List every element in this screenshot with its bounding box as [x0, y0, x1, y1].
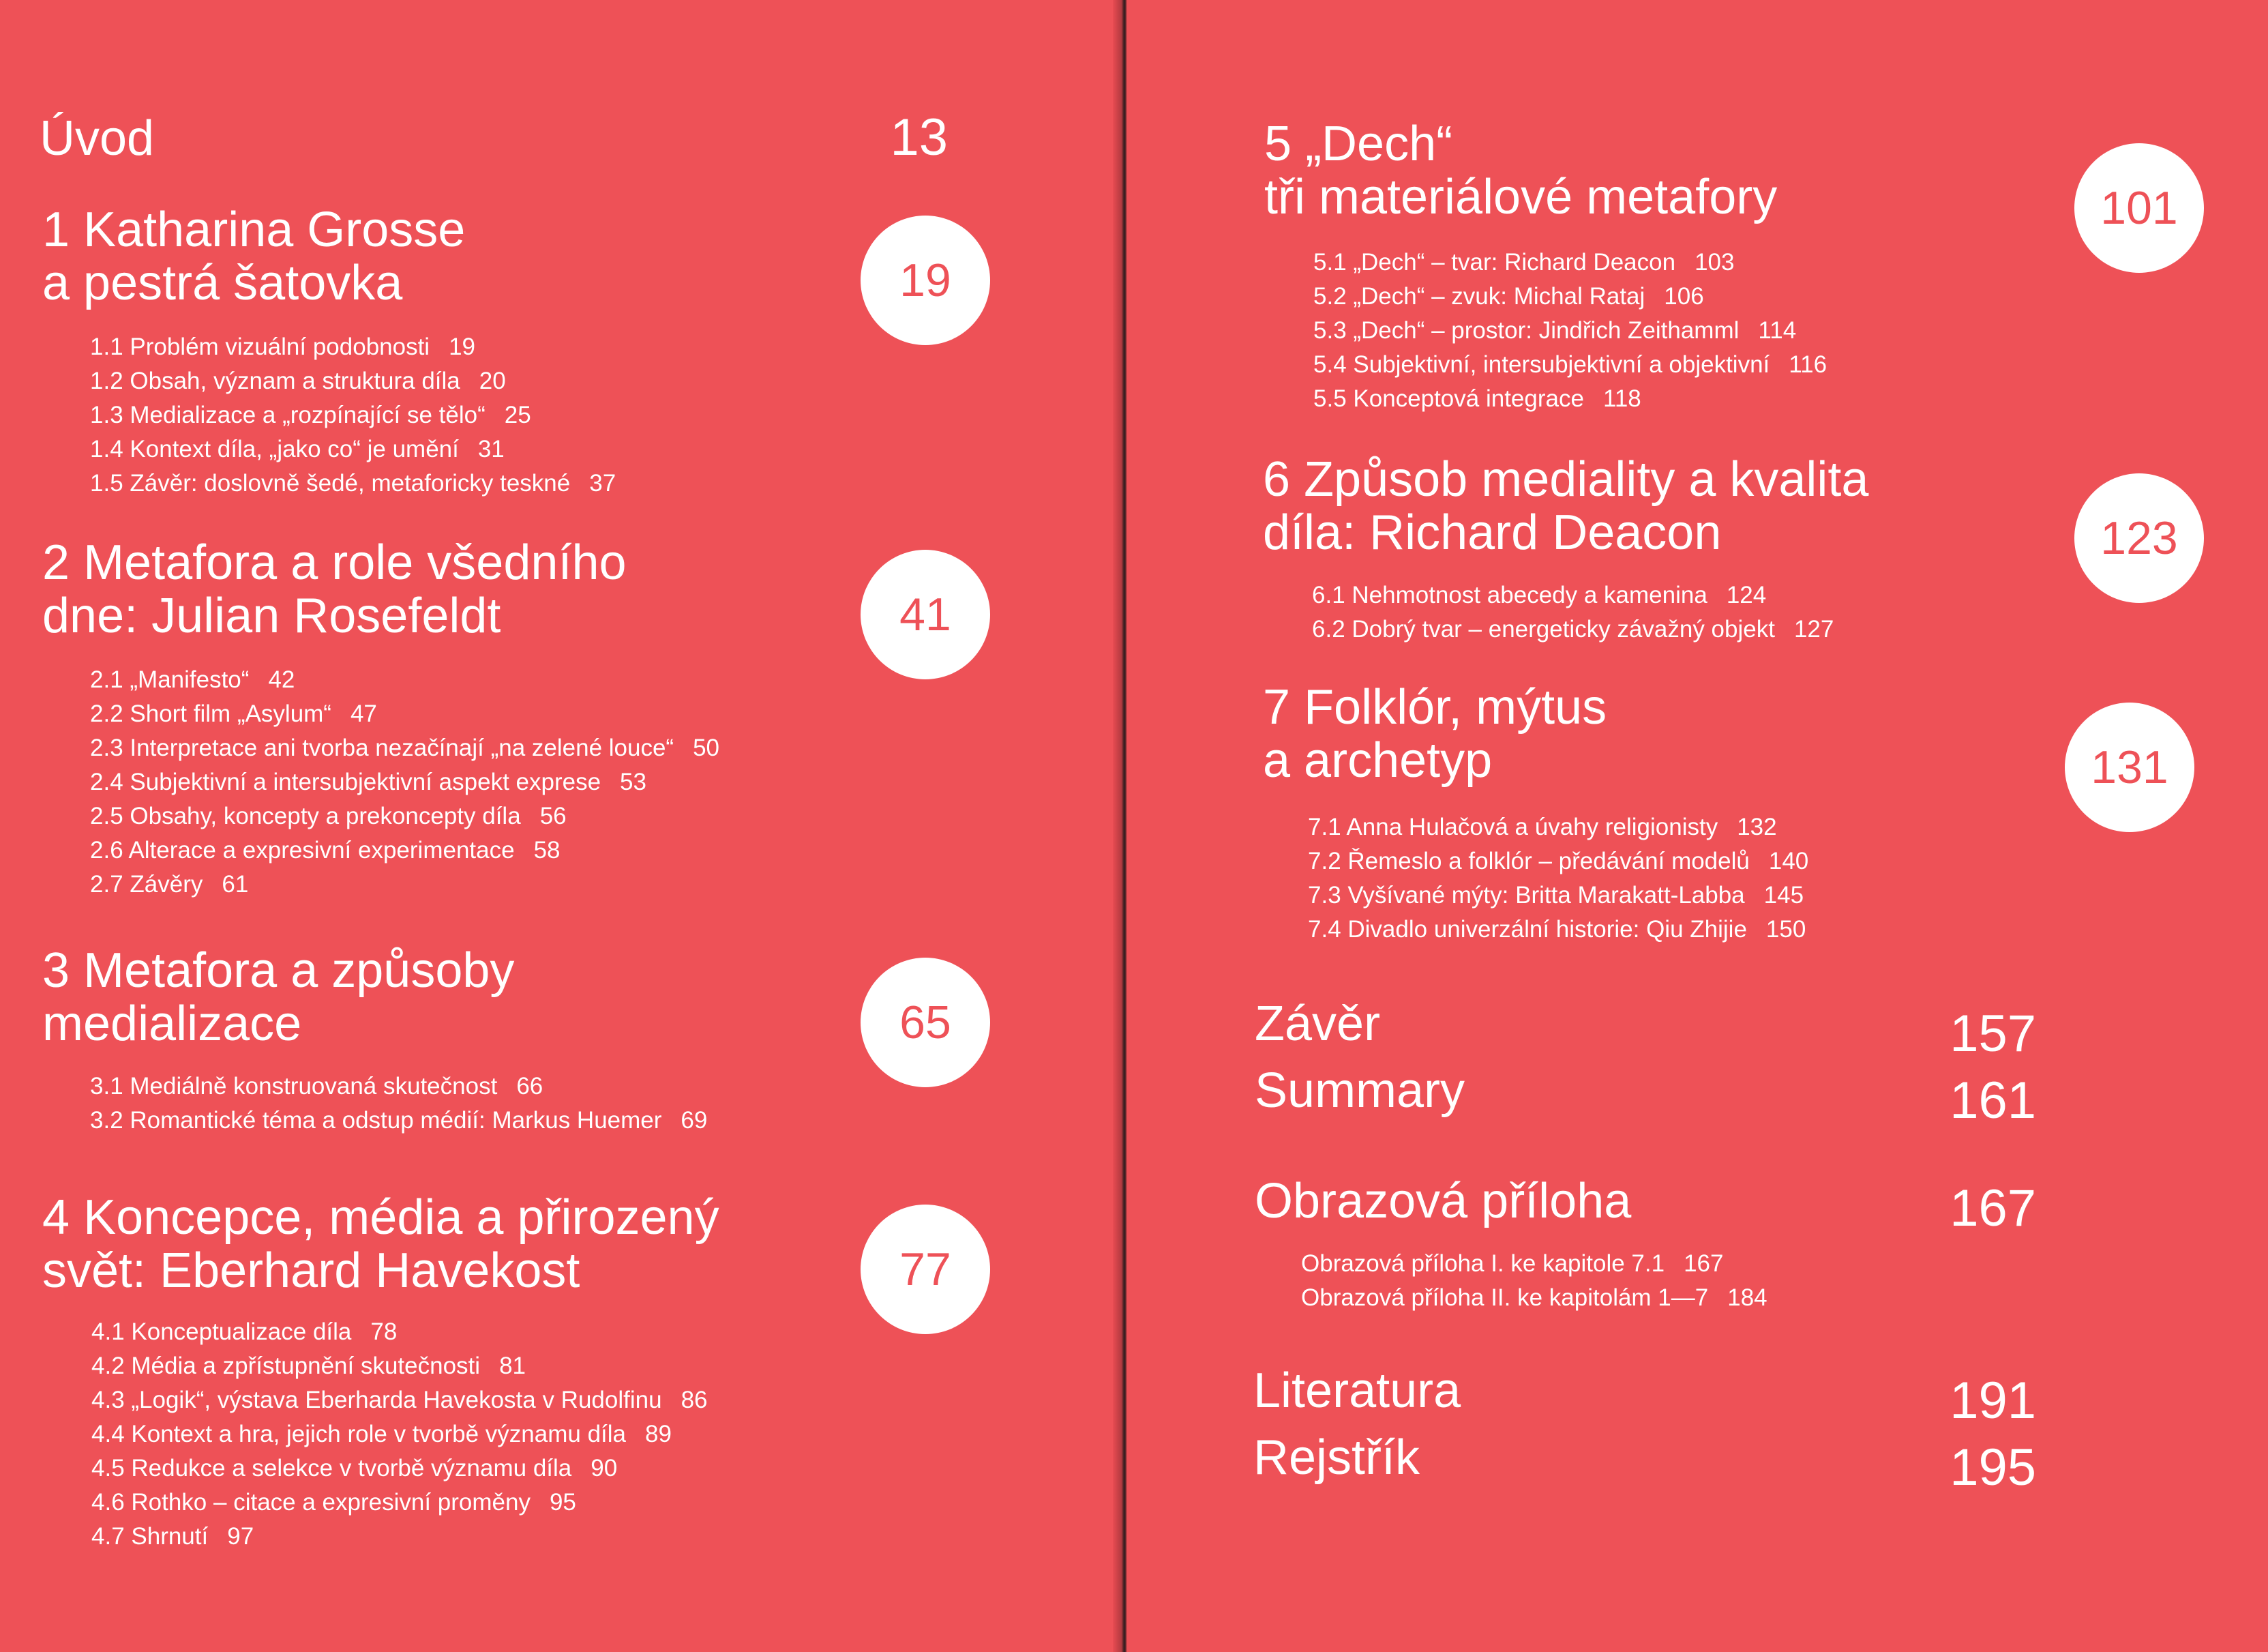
chapter-4-sections [91, 1315, 708, 1554]
left-page [0, 0, 1118, 1652]
toc-section: 2.5 Obsahy, koncepty a prekoncepty díla 56 [90, 803, 567, 829]
chapter-3-heading [42, 944, 514, 1050]
toc-section: 7.4 Divadlo univerzální historie: Qiu Zhijie 150 [1308, 916, 1806, 943]
toc-section: 6.1 Nehmotnost abecedy a kamenina 124 [1312, 582, 1767, 608]
toc-section: 7.3 Vyšívané mýty: Britta Marakatt-Labba 145 [1308, 882, 1804, 909]
chapter-7-page-circle: 131 [2065, 703, 2194, 832]
toc-section: 2.2 Short film „Asylum“ 47 [90, 700, 377, 727]
toc-appendix-title: Obrazová příloha [1255, 1174, 1632, 1228]
right-page [1126, 0, 2268, 1652]
toc-conclusion-title: Závěr [1255, 997, 1381, 1051]
chapter-4-heading [42, 1191, 719, 1297]
toc-section: 1.4 Kontext díla, „jako co“ je umění 31 [90, 436, 505, 462]
chapter-number: 4 [42, 1190, 70, 1245]
toc-section: 2.4 Subjektivní a intersubjektivní aspekt exprese 53 [90, 769, 646, 795]
toc-summary-title: Summary [1255, 1063, 1465, 1118]
chapter-6-heading [1263, 453, 1868, 559]
toc-section: 4.4 Kontext a hra, jejich role v tvorbě významu díla 89 [91, 1421, 672, 1447]
chapter-title: „Dech“ tři materiálové metafory [1264, 117, 1778, 224]
toc-section: 2.6 Alterace a expresivní experimentace 58 [90, 837, 561, 864]
toc-section: 1.2 Obsah, význam a struktura díla 20 [90, 368, 506, 394]
chapter-number: 5 [1264, 117, 1292, 171]
chapter-number: 3 [42, 943, 70, 998]
chapter-2-sections [90, 663, 719, 902]
toc-literature-title: Literatura [1253, 1363, 1461, 1418]
chapter-5-page-circle: 101 [2074, 143, 2204, 273]
toc-section: 5.4 Subjektivní, intersubjektivní a objektivní 116 [1313, 351, 1827, 378]
toc-section: 1.1 Problém vizuální podobnosti 19 [90, 334, 476, 360]
toc-section: 3.2 Romantické téma a odstup médií: Markus Huemer 69 [90, 1107, 708, 1134]
chapter-number: 6 [1263, 452, 1291, 507]
toc-section: 5.1 „Dech“ – tvar: Richard Deacon 103 [1313, 249, 1735, 276]
toc-section: 4.7 Shrnutí 97 [91, 1523, 254, 1550]
toc-section: 7.1 Anna Hulačová a úvahy religionisty 132 [1308, 814, 1777, 840]
chapter-5-heading [1264, 117, 1777, 224]
chapter-3-sections [90, 1070, 707, 1138]
chapter-number: 2 [42, 535, 70, 590]
chapter-4-page-circle: 77 [861, 1205, 990, 1334]
chapter-title: Metafora a role všedního dne: Julian Rosefeldt [42, 535, 627, 643]
toc-section: 1.5 Závěr: doslovně šedé, metaforicky teskné 37 [90, 470, 616, 497]
appendix-sections [1301, 1247, 1767, 1315]
toc-summary-page: 161 [1950, 1072, 2036, 1130]
toc-section: Obrazová příloha I. ke kapitole 7.1 167 [1301, 1250, 1724, 1277]
chapter-title: Metafora a způsoby medializace [42, 943, 515, 1051]
toc-section: Obrazová příloha II. ke kapitolám 1—7 184 [1301, 1284, 1767, 1311]
chapter-title: Způsob mediality a kvalita díla: Richard Deacon [1263, 452, 1869, 560]
toc-section: 5.3 „Dech“ – prostor: Jindřich Zeithamml 114 [1313, 317, 1797, 344]
chapter-1-page-circle: 19 [861, 216, 990, 345]
toc-section: 4.6 Rothko – citace a expresivní proměny 95 [91, 1489, 576, 1516]
toc-index-page: 195 [1950, 1439, 2036, 1496]
toc-index-title: Rejstřík [1253, 1430, 1420, 1485]
chapter-title: Koncepce, média a přirozený svět: Eberhard Havekost [42, 1190, 719, 1298]
toc-section: 5.5 Konceptová integrace 118 [1313, 385, 1641, 412]
chapter-6-page-circle: 123 [2074, 473, 2204, 603]
chapter-2-heading [42, 536, 627, 643]
toc-conclusion-page: 157 [1950, 1005, 2036, 1063]
toc-section: 2.1 „Manifesto“ 42 [90, 666, 295, 693]
chapter-2-page-circle: 41 [861, 550, 990, 679]
toc-section: 2.7 Závěry 61 [90, 871, 249, 898]
chapter-6-sections [1312, 578, 1834, 647]
toc-section: 4.1 Konceptualizace díla 78 [91, 1318, 398, 1345]
chapter-3-page-circle: 65 [861, 958, 990, 1087]
chapter-number: 7 [1263, 680, 1291, 735]
toc-section: 4.3 „Logik“, výstava Eberharda Havekosta v Rudolfinu 86 [91, 1387, 708, 1413]
chapter-title: Katharina Grosse a pestrá šatovka [42, 203, 466, 310]
chapter-1-heading [42, 203, 465, 310]
toc-intro-page: 13 [890, 108, 948, 166]
toc-section: 6.2 Dobrý tvar – energeticky závažný objekt 127 [1312, 616, 1834, 643]
toc-literature-page: 191 [1950, 1372, 2036, 1430]
chapter-7-sections [1308, 810, 1808, 947]
chapter-7-heading [1263, 681, 1607, 787]
toc-section: 3.1 Mediálně konstruovaná skutečnost 66 [90, 1073, 543, 1100]
toc-section: 4.2 Média a zpřístupnění skutečnosti 81 [91, 1353, 526, 1379]
toc-section: 4.5 Redukce a selekce v tvorbě významu díla 90 [91, 1455, 618, 1481]
toc-appendix-page: 167 [1950, 1179, 2036, 1237]
chapter-title: Folklór, mýtus a archetyp [1263, 680, 1607, 788]
toc-section: 1.3 Medializace a „rozpínající se tělo“ 25 [90, 402, 531, 428]
chapter-1-sections [90, 330, 616, 501]
toc-section: 2.3 Interpretace ani tvorba nezačínají „na zelené louce“ 50 [90, 735, 720, 761]
chapter-5-sections [1313, 246, 1827, 416]
chapter-number: 1 [42, 203, 70, 257]
toc-section: 7.2 Řemeslo a folklór – předávání modelů 140 [1308, 848, 1809, 874]
toc-section: 5.2 „Dech“ – zvuk: Michal Rataj 106 [1313, 283, 1704, 310]
toc-intro-title: Úvod [40, 111, 155, 166]
